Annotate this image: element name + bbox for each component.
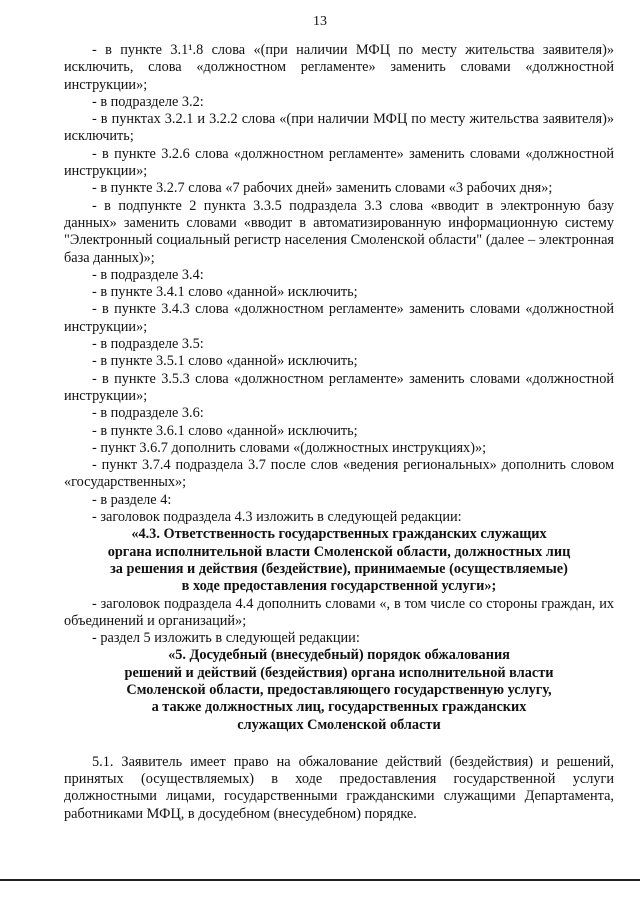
paragraph: 5.1. Заявитель имеет право на обжалование действий (бездействия) и решений, принятых (осуществляемых) в ходе предоставления государственной услуги должностными лицами, государственными гражданскими служащими Департамента, работниками МФЦ, в досудебном (внесудебном) порядке. (64, 753, 614, 822)
paragraph: - в разделе 4: (92, 491, 172, 508)
paragraph: - заголовок подраздела 4.3 изложить в следующей редакции: (92, 509, 462, 526)
heading-line: за решения и действия (бездействие), принимаемые (осуществляемые) (110, 560, 568, 577)
heading-line: органа исполнительной власти Смоленской области, должностных лиц (107, 543, 571, 560)
heading-line: а также должностных лиц, государственных гражданских (151, 699, 527, 716)
page-number: 13 (313, 14, 327, 29)
heading-line: служащих Смоленской области (237, 716, 441, 733)
paragraph: - в пункте 3.5.1 слово «данной» исключить; (92, 353, 358, 370)
paragraph: - в пункте 3.6.1 слово «данной» исключить; (92, 422, 358, 439)
paragraph: - пункт 3.6.7 дополнить словами «(должностных инструкциях)»; (92, 439, 487, 456)
heading-line: «4.3. Ответственность государственных гражданских служащих (131, 526, 547, 543)
paragraph: - в подразделе 3.5: (92, 336, 204, 353)
heading-line: «5. Досудебный (внесудебный) порядок обжалования (168, 647, 510, 664)
paragraph: - в пункте 3.5.3 слова «должностном регламенте» заменить словами «должностной инструкции»; (64, 370, 614, 404)
paragraph: - в пункте 3.1¹.8 слова «(при наличии МФЦ по месту жительства заявителя)» исключить, слова «должностном регламенте» заменить словами «должностной инструкции»; (64, 42, 614, 93)
paragraph: - заголовок подраздела 4.4 дополнить словами «, в том числе со стороны граждан, их объединений и организаций»; (64, 595, 614, 629)
heading-line: в ходе предоставления государственной услуги»; (181, 578, 497, 595)
heading-line: Смоленской области, предоставляющего государственную услугу, (126, 681, 552, 698)
paragraph: - в подразделе 3.2: (92, 93, 204, 110)
document-body (64, 42, 614, 823)
paragraph: - в подразделе 3.6: (92, 405, 204, 422)
paragraph: - в подразделе 3.4: (92, 266, 204, 283)
paragraph: - в подпункте 2 пункта 3.3.5 подраздела 3.3 слова «вводит в электронную базу данных» заменить словами «вводит в автоматизированную информационную систему "Электронный социальный регистр населения Смоленской области" (далее – электронная база данных)»; (64, 197, 614, 266)
heading-line: решений и действий (бездействия) органа исполнительной власти (124, 664, 554, 681)
paragraph: - пункт 3.7.4 подраздела 3.7 после слов «ведения региональных» дополнить словом «государственных»; (64, 457, 614, 491)
paragraph: - в пункте 3.2.7 слова «7 рабочих дней» заменить словами «3 рабочих дня»; (92, 180, 553, 197)
paragraph: - в пункте 3.4.1 слово «данной» исключить; (92, 284, 358, 301)
paragraph: - в пункте 3.4.3 слова «должностном регламенте» заменить словами «должностной инструкции»; (64, 301, 614, 335)
spacer (64, 734, 614, 754)
paragraph: - в пунктах 3.2.1 и 3.2.2 слова «(при наличии МФЦ по месту жительства заявителя)» исключить; (64, 111, 614, 145)
paragraph: - в пункте 3.2.6 слова «должностном регламенте» заменить словами «должностной инструкции»; (64, 145, 614, 180)
paragraph: - раздел 5 изложить в следующей редакции: (92, 630, 360, 647)
bottom-rule (0, 879, 640, 881)
